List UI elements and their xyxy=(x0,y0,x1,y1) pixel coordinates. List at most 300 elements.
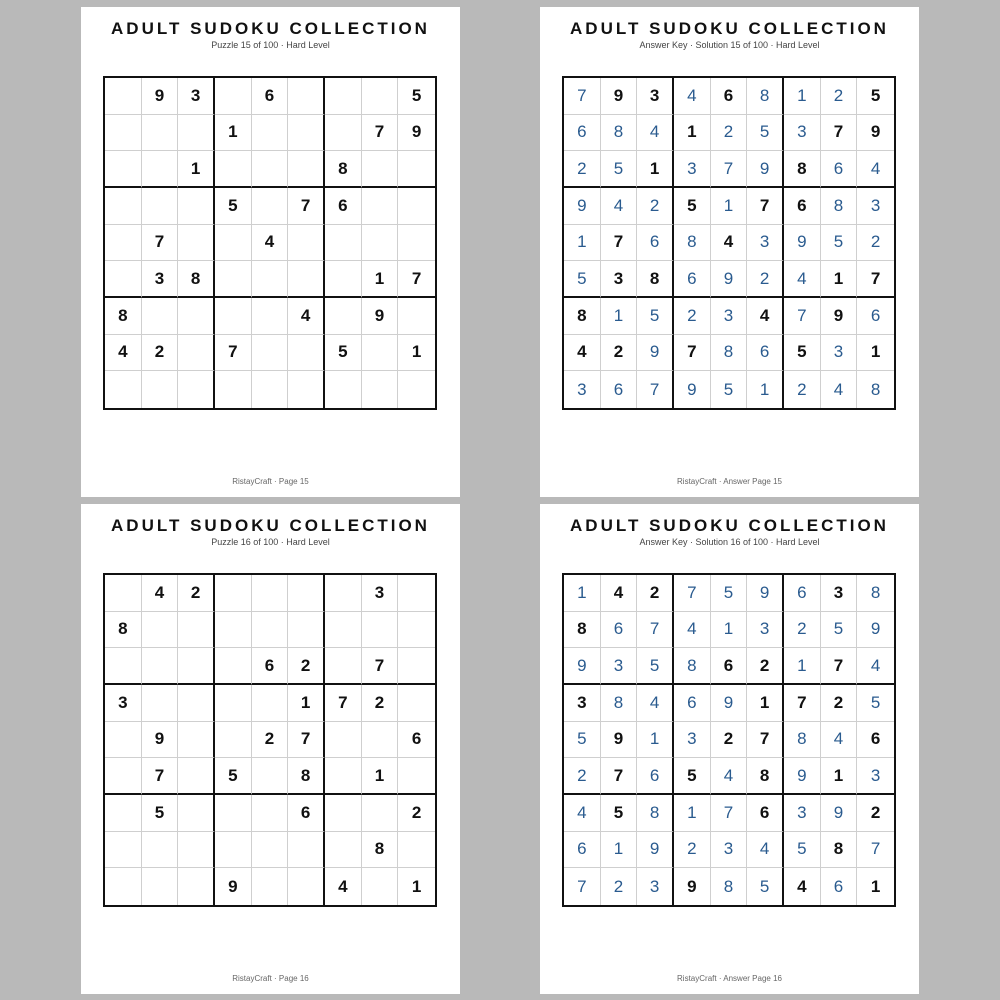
sudoku-cell-r3c1 xyxy=(105,151,142,188)
sudoku-cell-r2c3: 4 xyxy=(637,115,674,152)
sudoku-cell-r2c2 xyxy=(142,115,179,152)
sudoku-cell-r5c3 xyxy=(178,225,215,262)
sudoku-cell-r1c5 xyxy=(252,575,289,612)
sudoku-cell-r2c3 xyxy=(178,115,215,152)
sudoku-cell-r4c1: 3 xyxy=(564,685,601,722)
sudoku-cell-r3c4: 8 xyxy=(674,648,711,685)
sudoku-cell-r9c3 xyxy=(178,868,215,905)
sudoku-cell-r5c2: 7 xyxy=(601,225,638,262)
sudoku-cell-r1c7: 1 xyxy=(784,78,821,115)
sudoku-cell-r2c6 xyxy=(288,612,325,649)
sudoku-cell-r9c2: 2 xyxy=(601,868,638,905)
sudoku-cell-r1c6 xyxy=(288,575,325,612)
sudoku-cell-r3c5 xyxy=(252,151,289,188)
sudoku-grid xyxy=(562,573,896,907)
sudoku-cell-r6c2: 7 xyxy=(142,758,179,795)
sudoku-cell-r6c1: 2 xyxy=(564,758,601,795)
sudoku-cell-r8c6 xyxy=(288,832,325,869)
sudoku-cell-r6c7 xyxy=(325,758,362,795)
sudoku-cell-r6c8: 1 xyxy=(362,261,399,298)
sudoku-cell-r6c4: 5 xyxy=(215,758,252,795)
sudoku-cell-r9c6 xyxy=(288,371,325,408)
sudoku-cell-r7c5 xyxy=(252,795,289,832)
sudoku-cell-r8c4: 2 xyxy=(674,832,711,869)
sudoku-cell-r7c4 xyxy=(215,795,252,832)
sudoku-cell-r4c6: 1 xyxy=(747,685,784,722)
sudoku-cell-r4c4: 5 xyxy=(215,188,252,225)
sudoku-cell-r2c3: 7 xyxy=(637,612,674,649)
sudoku-cell-r1c2: 4 xyxy=(142,575,179,612)
sudoku-cell-r2c1: 6 xyxy=(564,115,601,152)
sudoku-cell-r7c1: 8 xyxy=(105,298,142,335)
sudoku-grid xyxy=(103,76,437,410)
sudoku-cell-r2c5: 1 xyxy=(711,612,748,649)
sudoku-cell-r5c1 xyxy=(105,225,142,262)
sudoku-cell-r1c6 xyxy=(288,78,325,115)
sudoku-cell-r8c7: 5 xyxy=(784,335,821,372)
sudoku-cell-r2c4: 4 xyxy=(674,612,711,649)
sudoku-cell-r4c6: 7 xyxy=(747,188,784,225)
sudoku-cell-r5c9 xyxy=(398,225,435,262)
sudoku-cell-r3c4: 3 xyxy=(674,151,711,188)
sudoku-cell-r7c1 xyxy=(105,795,142,832)
sudoku-cell-r3c5: 6 xyxy=(711,648,748,685)
sudoku-cell-r6c6 xyxy=(288,261,325,298)
sudoku-cell-r9c9: 1 xyxy=(870,876,881,896)
sudoku-cell-r1c4: 7 xyxy=(674,575,711,612)
sudoku-cell-r5c5: 2 xyxy=(252,722,289,759)
sudoku-cell-r3c3 xyxy=(178,648,215,685)
sudoku-cell-r2c3 xyxy=(178,612,215,649)
sudoku-cell-r2c6 xyxy=(288,115,325,152)
puzzle-page-16 xyxy=(81,504,460,994)
sudoku-cell-r5c3 xyxy=(178,722,215,759)
sudoku-cell-r7c3: 5 xyxy=(637,298,674,335)
sudoku-cell-r6c6: 8 xyxy=(288,758,325,795)
sudoku-cell-r4c3 xyxy=(178,685,215,722)
sudoku-cell-r4c3 xyxy=(178,188,215,225)
sudoku-cell-r4c5 xyxy=(252,188,289,225)
sudoku-cell-r7c8 xyxy=(362,795,399,832)
page-subtitle: Answer Key · Solution 15 of 100 · Hard Level xyxy=(639,40,820,50)
sudoku-cell-r3c3: 1 xyxy=(178,151,215,188)
sudoku-cell-r1c8: 2 xyxy=(821,78,858,115)
sudoku-cell-r4c9: 3 xyxy=(857,188,894,225)
sudoku-cell-r1c7 xyxy=(325,575,362,612)
sudoku-cell-r2c8: 5 xyxy=(821,612,858,649)
sudoku-cell-r4c7: 7 xyxy=(325,685,362,722)
sudoku-cell-r7c8: 9 xyxy=(821,298,858,335)
sudoku-cell-r7c2: 5 xyxy=(601,795,638,832)
sudoku-cell-r8c8: 3 xyxy=(821,335,858,372)
sudoku-cell-r4c2: 8 xyxy=(601,685,638,722)
sudoku-cell-r9c4: 9 xyxy=(215,868,252,905)
sudoku-cell-r4c7: 6 xyxy=(784,188,821,225)
sudoku-cell-r5c8 xyxy=(362,225,399,262)
sudoku-cell-r5c8: 4 xyxy=(821,722,858,759)
sudoku-cell-r5c3: 6 xyxy=(637,225,674,262)
sudoku-cell-r8c1: 6 xyxy=(564,832,601,869)
sudoku-cell-r6c5: 4 xyxy=(711,758,748,795)
sudoku-cell-r9c5: 8 xyxy=(711,868,748,905)
sudoku-cell-r9c1 xyxy=(105,868,142,905)
puzzle-page-15 xyxy=(81,7,460,497)
sudoku-cell-r3c9 xyxy=(398,151,435,188)
sudoku-cell-r8c5 xyxy=(252,335,289,372)
sudoku-cell-r8c6 xyxy=(288,335,325,372)
sudoku-cell-r9c3: 7 xyxy=(637,371,674,408)
sudoku-cell-r3c4 xyxy=(215,151,252,188)
sudoku-cell-r9c8 xyxy=(362,371,399,408)
sudoku-cell-r8c2: 2 xyxy=(142,335,179,372)
sudoku-cell-r4c4: 5 xyxy=(674,188,711,225)
sudoku-cell-r3c7: 8 xyxy=(325,151,362,188)
sudoku-cell-r6c1: 5 xyxy=(564,261,601,298)
sudoku-cell-r6c9: 7 xyxy=(857,261,894,298)
sudoku-cell-r6c7: 9 xyxy=(784,758,821,795)
sudoku-cell-r8c3: 9 xyxy=(637,832,674,869)
sudoku-cell-r8c3 xyxy=(178,832,215,869)
sudoku-cell-r9c2: 6 xyxy=(601,371,638,408)
sudoku-cell-r9c8 xyxy=(362,868,399,905)
sudoku-cell-r1c5: 6 xyxy=(252,78,289,115)
sudoku-cell-r1c5: 6 xyxy=(711,78,748,115)
sudoku-cell-r6c4: 5 xyxy=(674,758,711,795)
sudoku-cell-r5c7 xyxy=(325,722,362,759)
sudoku-cell-r4c2 xyxy=(142,685,179,722)
sudoku-cell-r5c1 xyxy=(105,722,142,759)
sudoku-cell-r9c4 xyxy=(215,371,252,408)
sudoku-cell-r1c2: 9 xyxy=(601,78,638,115)
sudoku-cell-r6c5 xyxy=(252,261,289,298)
sudoku-cell-r1c7: 6 xyxy=(784,575,821,612)
sudoku-cell-r6c8: 1 xyxy=(362,758,399,795)
sudoku-cell-r7c3: 8 xyxy=(637,795,674,832)
sudoku-cell-r6c5 xyxy=(252,758,289,795)
sudoku-cell-r5c4 xyxy=(215,722,252,759)
sudoku-cell-r7c7: 3 xyxy=(784,795,821,832)
sudoku-cell-r2c1 xyxy=(105,115,142,152)
sudoku-cell-r1c8 xyxy=(362,78,399,115)
sudoku-cell-r7c9: 2 xyxy=(398,795,435,832)
sudoku-cell-r8c7: 5 xyxy=(784,832,821,869)
sudoku-cell-r1c2: 9 xyxy=(142,78,179,115)
sudoku-cell-r4c1: 9 xyxy=(564,188,601,225)
sudoku-cell-r3c2: 5 xyxy=(601,151,638,188)
sudoku-cell-r3c9: 4 xyxy=(857,151,894,188)
sudoku-cell-r9c9: 8 xyxy=(870,379,881,399)
sudoku-grid xyxy=(103,573,437,907)
sudoku-cell-r7c4: 1 xyxy=(674,795,711,832)
answer-page-15 xyxy=(540,7,919,497)
page-title: ADULT SUDOKU COLLECTION xyxy=(570,516,889,535)
sudoku-cell-r6c6: 8 xyxy=(747,758,784,795)
sudoku-cell-r4c3: 2 xyxy=(637,188,674,225)
sudoku-cell-r7c8: 9 xyxy=(821,795,858,832)
sudoku-cell-r8c9: 1 xyxy=(857,335,894,372)
sudoku-cell-r8c7: 5 xyxy=(325,335,362,372)
sudoku-cell-r2c4: 1 xyxy=(215,115,252,152)
sudoku-cell-r2c9: 9 xyxy=(857,115,894,152)
sudoku-cell-r1c2: 4 xyxy=(601,575,638,612)
sudoku-cell-r3c1 xyxy=(105,648,142,685)
sudoku-cell-r6c6: 2 xyxy=(747,261,784,298)
sudoku-cell-r9c4: 9 xyxy=(674,371,711,408)
sudoku-cell-r4c3: 4 xyxy=(637,685,674,722)
sudoku-cell-r8c6: 4 xyxy=(747,832,784,869)
sudoku-cell-r7c1: 4 xyxy=(564,795,601,832)
sudoku-cell-r2c1: 8 xyxy=(564,612,601,649)
page-footer: RistayCraft · Answer Page 15 xyxy=(677,477,782,486)
sudoku-cell-r5c6: 3 xyxy=(747,225,784,262)
sudoku-cell-r4c8: 2 xyxy=(821,685,858,722)
sudoku-cell-r8c4: 7 xyxy=(674,335,711,372)
sudoku-cell-r3c2 xyxy=(142,648,179,685)
sudoku-cell-r8c9: 7 xyxy=(857,832,894,869)
sudoku-cell-r8c3 xyxy=(178,335,215,372)
sudoku-cell-r3c5: 6 xyxy=(252,648,289,685)
sudoku-cell-r5c4: 8 xyxy=(674,225,711,262)
sudoku-cell-r7c5: 7 xyxy=(711,795,748,832)
sudoku-cell-r3c1: 9 xyxy=(564,648,601,685)
sudoku-cell-r6c9: 3 xyxy=(857,758,894,795)
sudoku-cell-r3c7 xyxy=(325,648,362,685)
sudoku-cell-r9c6: 1 xyxy=(747,371,784,408)
sudoku-cell-r1c4 xyxy=(215,78,252,115)
sudoku-cell-r1c3: 3 xyxy=(637,78,674,115)
sudoku-cell-r6c1 xyxy=(105,758,142,795)
sudoku-cell-r8c1 xyxy=(105,832,142,869)
sudoku-cell-r2c7: 3 xyxy=(784,115,821,152)
sudoku-cell-r7c7: 7 xyxy=(784,298,821,335)
sudoku-cell-r3c5: 7 xyxy=(711,151,748,188)
sudoku-cell-r5c4 xyxy=(215,225,252,262)
sudoku-cell-r2c9 xyxy=(398,612,435,649)
sudoku-cell-r7c5 xyxy=(252,298,289,335)
sudoku-cell-r9c5: 5 xyxy=(711,371,748,408)
sudoku-cell-r1c9: 8 xyxy=(857,575,894,612)
sudoku-cell-r8c2: 2 xyxy=(601,335,638,372)
sudoku-cell-r4c5: 9 xyxy=(711,685,748,722)
sudoku-cell-r6c8: 1 xyxy=(821,261,858,298)
sudoku-cell-r8c8: 8 xyxy=(362,832,399,869)
sudoku-cell-r8c5: 8 xyxy=(711,335,748,372)
sudoku-cell-r7c2: 1 xyxy=(601,298,638,335)
sudoku-cell-r6c9 xyxy=(398,758,435,795)
sudoku-cell-r3c9 xyxy=(398,648,435,685)
sudoku-cell-r5c1: 1 xyxy=(564,225,601,262)
sudoku-cell-r8c3: 9 xyxy=(637,335,674,372)
sudoku-cell-r9c4: 9 xyxy=(674,868,711,905)
sudoku-cell-r6c4 xyxy=(215,261,252,298)
sudoku-cell-r8c9: 1 xyxy=(398,335,435,372)
sudoku-cell-r4c8: 8 xyxy=(821,188,858,225)
sudoku-cell-r4c7: 7 xyxy=(784,685,821,722)
sudoku-cell-r4c5 xyxy=(252,685,289,722)
sudoku-cell-r1c8: 3 xyxy=(362,575,399,612)
sudoku-cell-r5c2: 7 xyxy=(142,225,179,262)
sudoku-cell-r9c8: 6 xyxy=(821,868,858,905)
sudoku-cell-r7c1: 8 xyxy=(564,298,601,335)
sudoku-cell-r3c4 xyxy=(215,648,252,685)
sudoku-cell-r4c4 xyxy=(215,685,252,722)
sudoku-cell-r4c2 xyxy=(142,188,179,225)
page-footer: RistayCraft · Page 16 xyxy=(232,974,309,983)
sudoku-cell-r9c2 xyxy=(142,868,179,905)
sudoku-cell-r7c9 xyxy=(398,298,435,335)
sudoku-cell-r9c1: 3 xyxy=(564,371,601,408)
sudoku-cell-r5c1: 5 xyxy=(564,722,601,759)
sudoku-cell-r2c2: 6 xyxy=(601,612,638,649)
sudoku-cell-r3c8: 7 xyxy=(821,648,858,685)
sudoku-cell-r9c7: 2 xyxy=(784,371,821,408)
sudoku-cell-r7c9: 6 xyxy=(857,298,894,335)
sudoku-cell-r4c8 xyxy=(362,188,399,225)
sudoku-cell-r1c8: 3 xyxy=(821,575,858,612)
sudoku-cell-r2c9: 9 xyxy=(398,115,435,152)
sudoku-cell-r4c8: 2 xyxy=(362,685,399,722)
page-title: ADULT SUDOKU COLLECTION xyxy=(111,19,430,38)
sudoku-cell-r2c4: 1 xyxy=(674,115,711,152)
sudoku-cell-r4c9: 5 xyxy=(857,685,894,722)
sudoku-grid xyxy=(562,76,896,410)
sudoku-cell-r3c9: 4 xyxy=(857,648,894,685)
sudoku-cell-r2c1: 8 xyxy=(105,612,142,649)
sudoku-cell-r9c5 xyxy=(252,371,289,408)
sudoku-cell-r8c1: 4 xyxy=(564,335,601,372)
sudoku-cell-r9c6: 5 xyxy=(747,868,784,905)
sudoku-cell-r1c6: 8 xyxy=(747,78,784,115)
sudoku-cell-r3c3: 1 xyxy=(637,151,674,188)
sudoku-cell-r5c8 xyxy=(362,722,399,759)
sudoku-cell-r2c7 xyxy=(325,115,362,152)
sudoku-cell-r8c4 xyxy=(215,832,252,869)
sudoku-cell-r8c7 xyxy=(325,832,362,869)
sudoku-cell-r7c4: 2 xyxy=(674,298,711,335)
page-title: ADULT SUDOKU COLLECTION xyxy=(111,516,430,535)
sudoku-cell-r7c6: 4 xyxy=(747,298,784,335)
sudoku-cell-r7c9: 2 xyxy=(857,795,894,832)
sudoku-cell-r8c9 xyxy=(398,832,435,869)
sudoku-cell-r7c3 xyxy=(178,795,215,832)
sudoku-cell-r3c8 xyxy=(362,151,399,188)
sudoku-cell-r6c2: 3 xyxy=(142,261,179,298)
sudoku-cell-r3c2 xyxy=(142,151,179,188)
sudoku-cell-r9c1 xyxy=(105,371,142,408)
page-title: ADULT SUDOKU COLLECTION xyxy=(570,19,889,38)
sudoku-cell-r5c5: 4 xyxy=(252,225,289,262)
sudoku-cell-r3c1: 2 xyxy=(564,151,601,188)
sudoku-cell-r8c8: 8 xyxy=(821,832,858,869)
sudoku-cell-r8c5 xyxy=(252,832,289,869)
sudoku-cell-r8c5: 3 xyxy=(711,832,748,869)
sudoku-cell-r2c6: 3 xyxy=(747,612,784,649)
sudoku-cell-r5c5: 2 xyxy=(711,722,748,759)
sudoku-cell-r9c6 xyxy=(288,868,325,905)
sudoku-cell-r9c9 xyxy=(398,371,435,408)
sudoku-cell-r9c2 xyxy=(142,371,179,408)
sudoku-cell-r1c6: 9 xyxy=(747,575,784,612)
sudoku-cell-r8c2 xyxy=(142,832,179,869)
sudoku-cell-r4c6: 1 xyxy=(288,685,325,722)
sudoku-cell-r5c7: 9 xyxy=(784,225,821,262)
sudoku-cell-r7c6: 6 xyxy=(747,795,784,832)
sudoku-cell-r5c9: 2 xyxy=(857,225,894,262)
sudoku-cell-r9c7: 4 xyxy=(784,868,821,905)
sudoku-cell-r3c6: 9 xyxy=(747,151,784,188)
sudoku-cell-r5c7 xyxy=(325,225,362,262)
sudoku-cell-r9c1: 7 xyxy=(564,868,601,905)
sudoku-cell-r3c2: 3 xyxy=(601,648,638,685)
sudoku-cell-r3c3: 5 xyxy=(637,648,674,685)
sudoku-cell-r1c1 xyxy=(105,78,142,115)
sudoku-cell-r3c6: 2 xyxy=(747,648,784,685)
sudoku-cell-r4c9 xyxy=(398,685,435,722)
sudoku-cell-r1c9 xyxy=(398,575,435,612)
page-footer: RistayCraft · Page 15 xyxy=(232,477,309,486)
sudoku-cell-r8c1: 4 xyxy=(105,335,142,372)
sudoku-cell-r5c9: 6 xyxy=(398,722,435,759)
sudoku-cell-r5c5: 4 xyxy=(711,225,748,262)
sudoku-cell-r9c3 xyxy=(178,371,215,408)
sudoku-cell-r8c4: 7 xyxy=(215,335,252,372)
sudoku-cell-r2c9: 9 xyxy=(857,612,894,649)
sudoku-cell-r2c6: 5 xyxy=(747,115,784,152)
sudoku-cell-r2c8: 7 xyxy=(821,115,858,152)
sudoku-cell-r1c1: 7 xyxy=(564,78,601,115)
sudoku-cell-r9c9: 1 xyxy=(411,876,422,896)
sudoku-cell-r7c8: 9 xyxy=(362,298,399,335)
sudoku-cell-r4c9 xyxy=(398,188,435,225)
sudoku-cell-r2c5 xyxy=(252,115,289,152)
sudoku-cell-r4c2: 4 xyxy=(601,188,638,225)
sudoku-cell-r3c8: 6 xyxy=(821,151,858,188)
sudoku-cell-r8c6: 6 xyxy=(747,335,784,372)
sudoku-cell-r7c3 xyxy=(178,298,215,335)
page-footer: RistayCraft · Answer Page 16 xyxy=(677,974,782,983)
sudoku-cell-r2c2 xyxy=(142,612,179,649)
answer-page-16 xyxy=(540,504,919,994)
sudoku-cell-r6c3: 6 xyxy=(637,758,674,795)
sudoku-cell-r5c9: 6 xyxy=(857,722,894,759)
sudoku-cell-r6c9: 7 xyxy=(398,261,435,298)
sudoku-cell-r4c5: 1 xyxy=(711,188,748,225)
sudoku-cell-r2c7 xyxy=(325,612,362,649)
sudoku-cell-r2c7: 2 xyxy=(784,612,821,649)
sudoku-cell-r3c8: 7 xyxy=(362,648,399,685)
sudoku-cell-r4c1 xyxy=(105,188,142,225)
sudoku-cell-r6c7 xyxy=(325,261,362,298)
sudoku-cell-r7c5: 3 xyxy=(711,298,748,335)
sudoku-cell-r5c6 xyxy=(288,225,325,262)
sudoku-cell-r9c5 xyxy=(252,868,289,905)
sudoku-cell-r5c2: 9 xyxy=(601,722,638,759)
sudoku-cell-r1c4: 4 xyxy=(674,78,711,115)
sudoku-cell-r5c6: 7 xyxy=(747,722,784,759)
sudoku-cell-r8c8 xyxy=(362,335,399,372)
sudoku-cell-r9c3: 3 xyxy=(637,868,674,905)
sudoku-cell-r5c2: 9 xyxy=(142,722,179,759)
sudoku-cell-r7c7 xyxy=(325,795,362,832)
sudoku-cell-r5c4: 3 xyxy=(674,722,711,759)
sudoku-cell-r7c7 xyxy=(325,298,362,335)
page-subtitle: Puzzle 16 of 100 · Hard Level xyxy=(211,537,330,547)
sudoku-cell-r5c3: 1 xyxy=(637,722,674,759)
sudoku-cell-r6c3: 8 xyxy=(637,261,674,298)
sudoku-cell-r6c3 xyxy=(178,758,215,795)
sudoku-cell-r4c7: 6 xyxy=(325,188,362,225)
sudoku-cell-r4c6: 7 xyxy=(288,188,325,225)
